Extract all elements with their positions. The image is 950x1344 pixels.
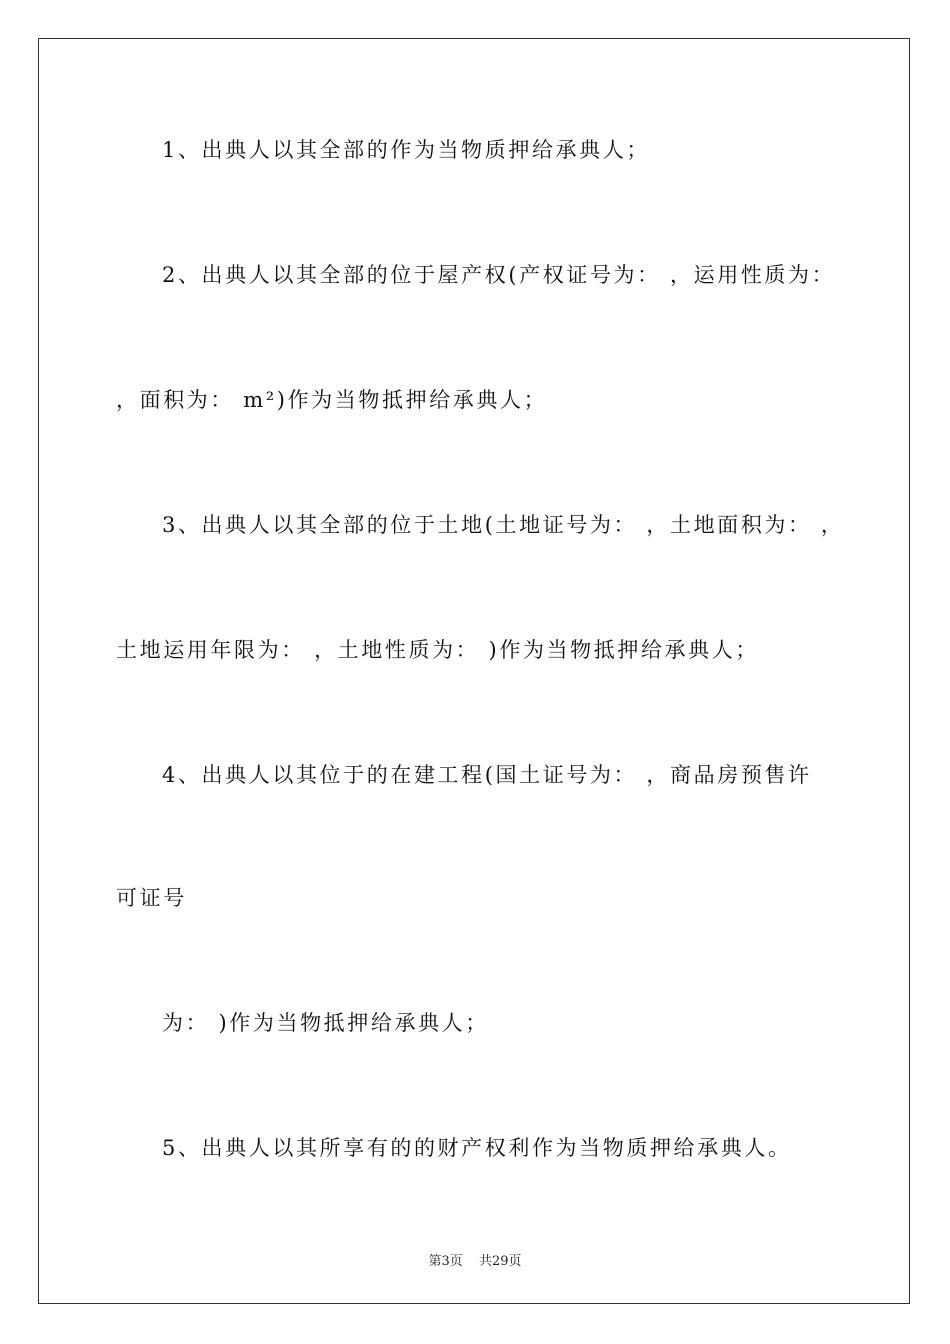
clause-3-line-2: 土地运用年限为： ，土地性质为： )作为当物抵押给承典人； xyxy=(116,638,759,662)
clause-2-line-2: ，面积为： m²)作为当物抵押给承典人； xyxy=(116,388,548,412)
page-total: 共29页 xyxy=(478,1254,522,1269)
page-border xyxy=(38,38,910,1304)
clause-3-line-1: 3、出典人以其全部的位于土地(土地证号为： ，土地面积为： ， xyxy=(162,513,845,537)
clause-4-line-2: 可证号 xyxy=(116,886,187,910)
page-footer xyxy=(0,1250,950,1269)
page-number: 第3页 xyxy=(428,1254,463,1269)
clause-4-line-1: 4、出典人以其位于的在建工程(国土证号为： ，商品房预售许 xyxy=(162,763,812,787)
clause-1: 1、出典人以其全部的作为当物质押给承典人； xyxy=(162,138,650,162)
clause-5: 5、出典人以其所享有的的财产权利作为当物质押给承典人。 xyxy=(162,1136,792,1160)
clause-4-line-3: 为： )作为当物抵押给承典人； xyxy=(162,1011,489,1035)
clause-2-line-1: 2、出典人以其全部的位于屋产权(产权证号为： ，运用性质为： xyxy=(162,263,836,287)
